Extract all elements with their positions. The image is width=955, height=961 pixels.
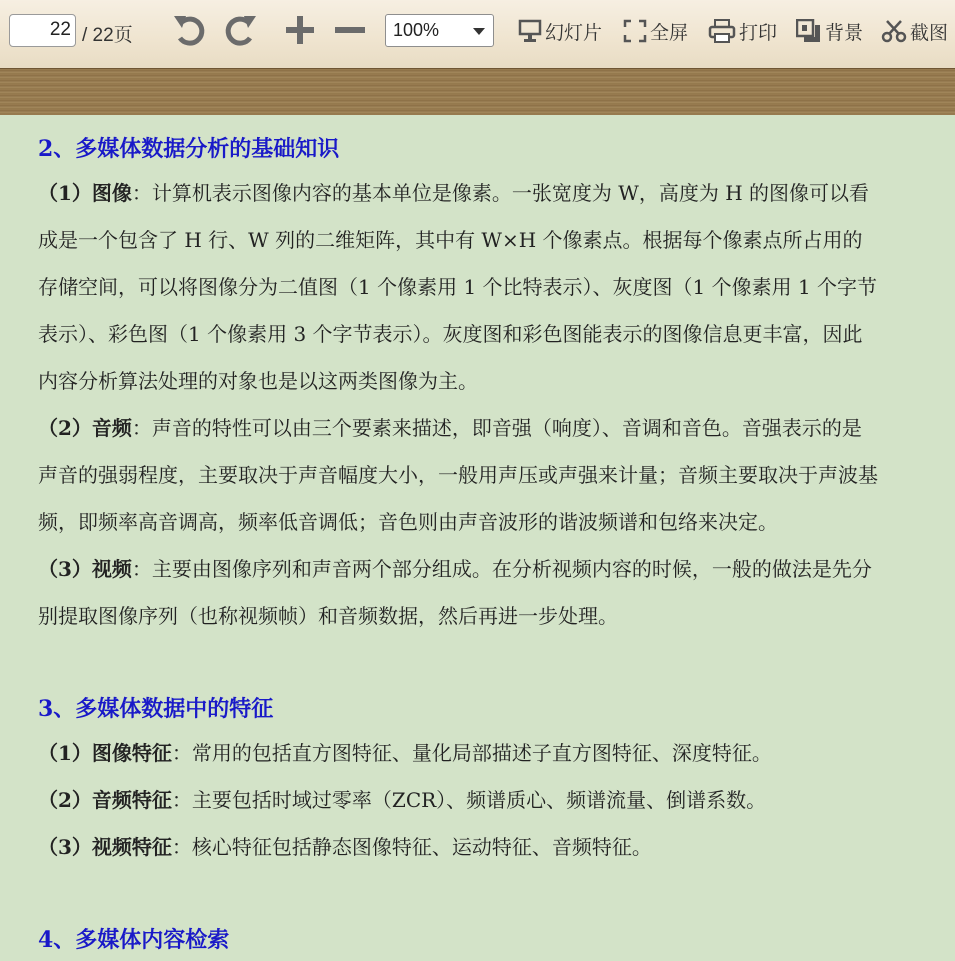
paragraph-label: （1）图像特征: [38, 741, 172, 765]
chevron-down-icon: [473, 28, 485, 35]
slideshow-icon: [518, 19, 542, 43]
paragraph-label: （2）音频: [38, 416, 132, 440]
paragraph-label: （3）视频特征: [38, 835, 172, 859]
paragraph-text: ：声音的特性可以由三个要素来描述，即音强（响度）、音调和音色。音强表示的是声音的强弱程度，主要取决于声音幅度大小，一般用声压或声强来计量；音频主要取决于声波基频，即频率高音调高，频率低音调低；音色则由声音波形的谐波频谱和包络来决定。: [38, 416, 878, 534]
section-heading: 2、多媒体数据分析的基础知识: [38, 136, 340, 162]
paragraph: [38, 170, 878, 405]
zoom-out-icon[interactable]: [330, 10, 370, 50]
paragraph: [38, 777, 878, 824]
slideshow-button[interactable]: [518, 16, 602, 46]
paragraph-text: ：计算机表示图像内容的基本单位是像素。一张宽度为 W，高度为 H 的图像可以看成是一个包含了 H 行、W 列的二维矩阵，其中有 W×H 个像素点。根据每个像素点所占用的存储空间，可以将图像分为二值图（1 个像素用 1 个比特表示）、灰度图（1 个像素用 1 个字节表示）、彩色图（1 个像素用 3 个字节表示）。灰度图和彩色图能表示的图像信息更丰富，因此内容分析算法处理的对象也是以这两类图像为主。: [38, 181, 878, 393]
fullscreen-label: 全屏: [650, 21, 689, 44]
printer-icon: [708, 19, 736, 43]
page-number-input[interactable]: 22: [9, 14, 76, 47]
print-button[interactable]: [708, 16, 777, 46]
paragraph-text: ：主要包括时域过零率（ZCR）、频谱质心、频谱流量、倒谱系数。: [171, 788, 767, 812]
zoom-value: 100%: [393, 20, 440, 40]
background-label: 背景: [825, 21, 864, 44]
fullscreen-icon: [623, 19, 647, 43]
zoom-in-icon[interactable]: [280, 10, 320, 50]
document-page: [38, 128, 878, 961]
section-heading: 3、多媒体数据中的特征: [38, 696, 274, 722]
page-total-label: / 22页: [82, 25, 133, 46]
paragraph-label: （1）图像: [38, 181, 132, 205]
paragraph: [38, 405, 878, 546]
scissors-icon: [881, 19, 907, 43]
fullscreen-button[interactable]: [623, 16, 688, 46]
rotate-left-icon[interactable]: [170, 10, 210, 50]
paragraph-text: ：主要由图像序列和声音两个部分组成。在分析视频内容的时候，一般的做法是先分别提取图像序列（也称视频帧）和音频数据，然后再进一步处理。: [38, 557, 872, 628]
paragraph-text: ：核心特征包括静态图像特征、运动特征、音频特征。: [171, 835, 652, 859]
paragraph: [38, 824, 878, 871]
zoom-select[interactable]: [385, 14, 494, 47]
screenshot-label: 截图: [910, 21, 949, 44]
rotate-right-icon[interactable]: [220, 10, 260, 50]
viewer-toolbar: [0, 0, 955, 69]
screenshot-button[interactable]: [881, 16, 948, 46]
background-button[interactable]: [796, 16, 863, 46]
paragraph: [38, 546, 878, 640]
background-icon: [796, 19, 822, 43]
paragraph-label: （2）音频特征: [38, 788, 172, 812]
slideshow-label: 幻灯片: [545, 21, 603, 44]
paragraph-label: （3）视频: [38, 557, 132, 581]
paragraph-text: ：常用的包括直方图特征、量化局部描述子直方图特征、深度特征。: [171, 741, 772, 765]
paragraph: [38, 730, 878, 777]
print-label: 打印: [739, 21, 778, 44]
section-heading: 4、多媒体内容检索: [38, 927, 230, 953]
toolbar-wood-divider: [0, 68, 955, 115]
